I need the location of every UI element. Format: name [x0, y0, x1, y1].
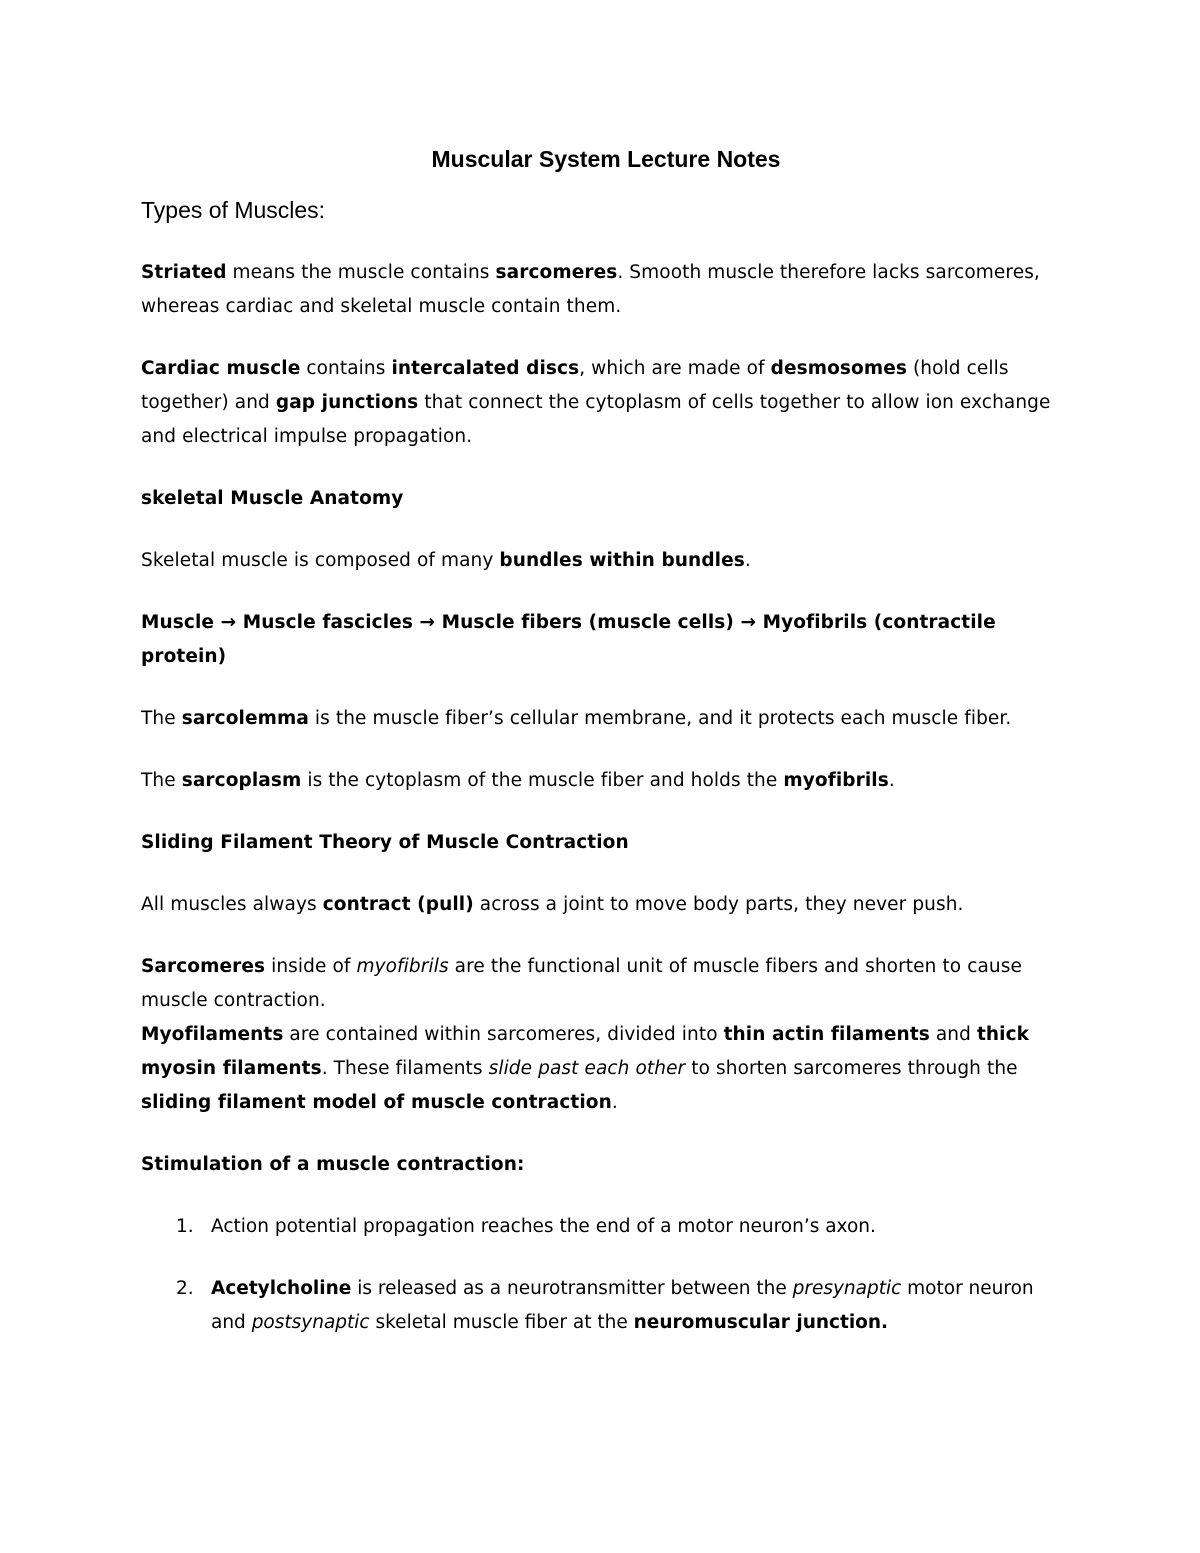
- text-span: is the cytoplasm of the muscle fiber and holds the: [301, 770, 784, 791]
- sarcolemma-paragraph: [141, 702, 1071, 736]
- thick-myosin-term: thick myosin filaments: [141, 1024, 1030, 1079]
- text-span: motor neuron and: [211, 1278, 1034, 1333]
- myofilaments-paragraph: [141, 1018, 1071, 1120]
- list-item: [141, 1210, 1071, 1244]
- hierarchy-text: Muscle → Muscle fascicles → Muscle fibers (muscle cells) → Myofibrils (contractile protein): [141, 612, 996, 667]
- sliding-model-term: sliding filament model of muscle contraction: [141, 1092, 612, 1113]
- text-span: that connect the cytoplasm of cells together to allow ion exchange and electrical impulse propagation.: [141, 392, 1051, 447]
- text-span: and: [929, 1024, 977, 1045]
- types-heading: Types of Muscles:: [141, 197, 326, 223]
- striated-term: Striated: [141, 262, 227, 283]
- sarcomeres-paragraph: [141, 950, 1071, 1018]
- skeletal-heading-text: skeletal Muscle Anatomy: [141, 488, 404, 509]
- sliding-heading-text: Sliding Filament Theory of Muscle Contraction: [141, 832, 629, 853]
- text-span: .: [744, 550, 751, 571]
- text-span: Skeletal muscle is composed of many: [141, 550, 500, 571]
- sarcolemma-term: sarcolemma: [181, 708, 309, 729]
- sarcomeres-bold: Sarcomeres: [141, 956, 266, 977]
- text-span: . Smooth muscle therefore lacks sarcomeres, whereas cardiac and skeletal muscle contain them.: [141, 262, 1040, 317]
- desmosomes-term: desmosomes: [770, 358, 907, 379]
- text-span: (hold cells together) and: [141, 358, 1009, 413]
- text-span: are the functional unit of muscle fibers and shorten to cause muscle contraction.: [141, 956, 1022, 1011]
- myofilaments-term: Myofilaments: [141, 1024, 284, 1045]
- stimulation-heading-text: Stimulation of a muscle contraction:: [141, 1154, 525, 1175]
- sarcoplasm-paragraph: [141, 764, 1071, 798]
- text-span: . These filaments: [321, 1058, 489, 1079]
- striated-paragraph: [141, 256, 1071, 324]
- intercalated-term: intercalated discs: [391, 358, 580, 379]
- text-span: .: [611, 1092, 618, 1113]
- text-span: to shorten sarcomeres through the: [685, 1058, 1018, 1079]
- text-span: The: [141, 708, 182, 729]
- stimulation-steps-list: [141, 1210, 1071, 1340]
- bundles-term: bundles within bundles: [499, 550, 745, 571]
- myofibrils-term: myofibrils: [783, 770, 889, 791]
- cardiac-paragraph: [141, 352, 1071, 454]
- text-span: across a joint to move body parts, they never push.: [473, 894, 964, 915]
- text-span: means the muscle contains: [226, 262, 496, 283]
- sarcomeres-term: sarcomeres: [495, 262, 618, 283]
- text-span: .: [888, 770, 895, 791]
- text-span: is released as a neurotransmitter between the: [351, 1278, 793, 1299]
- cardiac-term: Cardiac muscle: [141, 358, 301, 379]
- acetylcholine-term: Acetylcholine: [211, 1278, 352, 1299]
- text-span: All muscles always: [141, 894, 323, 915]
- contract-term: contract (pull): [322, 894, 474, 915]
- text-span: are contained within sarcomeres, divided into: [283, 1024, 724, 1045]
- text-span: , which are made of: [579, 358, 771, 379]
- text-span: skeletal muscle fiber at the: [369, 1312, 634, 1333]
- skeletal-heading: [141, 482, 1071, 516]
- list-item: [141, 1272, 1071, 1340]
- myofibrils-italic: myofibrils: [356, 956, 449, 977]
- bundles-paragraph: [141, 544, 1071, 578]
- list-number: 2.: [176, 1278, 194, 1299]
- sliding-heading: [141, 826, 1071, 860]
- thin-actin-term: thin actin filaments: [723, 1024, 930, 1045]
- gap-junctions-term: gap junctions: [275, 392, 419, 413]
- text-span: The: [141, 770, 182, 791]
- list-number: 1.: [176, 1216, 194, 1237]
- document-page: [141, 140, 1071, 1368]
- presynaptic-italic: presynaptic: [792, 1278, 902, 1299]
- text-span: is the muscle fiber’s cellular membrane, and it protects each muscle fiber.: [308, 708, 1012, 729]
- hierarchy-paragraph: [141, 606, 1071, 674]
- stimulation-heading: [141, 1148, 1071, 1182]
- text-span: contains: [300, 358, 392, 379]
- postsynaptic-italic: postsynaptic: [251, 1312, 370, 1333]
- page-title: Muscular System Lecture Notes: [431, 146, 781, 172]
- sarcoplasm-term: sarcoplasm: [181, 770, 302, 791]
- text-span: Action potential propagation reaches the end of a motor neuron’s axon.: [211, 1216, 876, 1237]
- contract-paragraph: [141, 888, 1071, 922]
- slide-italic: slide past each other: [488, 1058, 686, 1079]
- neuromuscular-term: neuromuscular junction.: [633, 1312, 889, 1333]
- text-span: inside of: [265, 956, 357, 977]
